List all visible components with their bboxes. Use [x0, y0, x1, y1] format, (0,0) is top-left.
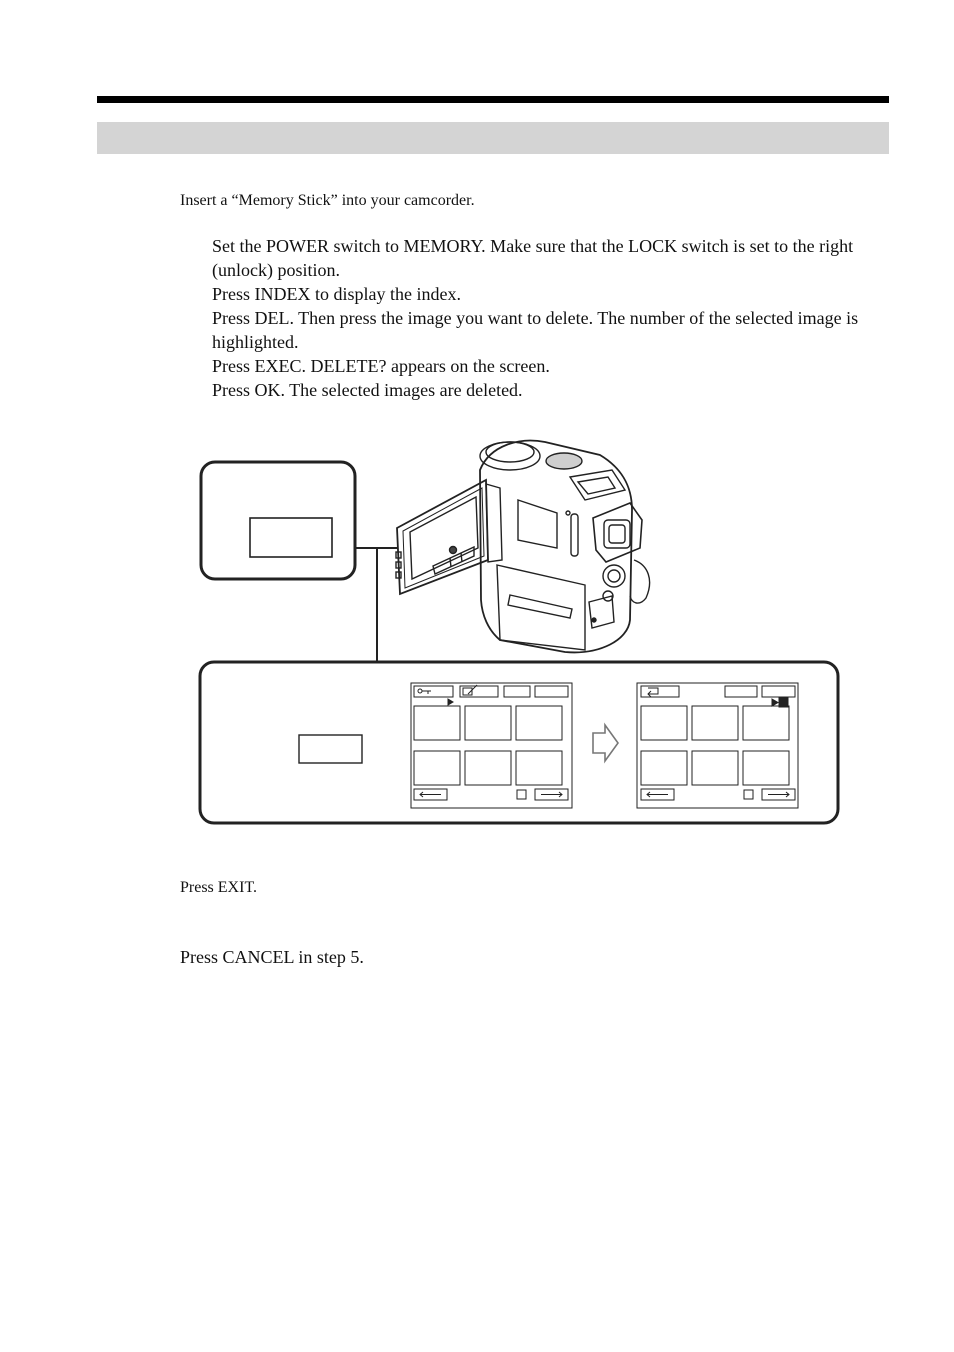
lcd-hinge: [486, 484, 502, 562]
rear-dial-center: [608, 570, 620, 582]
side-slot: [571, 514, 578, 556]
lcd-button-divider-2: [461, 553, 462, 562]
thumbnail-5[interactable]: [465, 751, 511, 785]
accessory-shoe-inner: [578, 477, 615, 494]
cursor-marker-after: [772, 699, 778, 706]
thumbnail-after-6[interactable]: [743, 751, 789, 785]
step-2: Press INDEX to display the index.: [212, 284, 461, 304]
thumbnail-after-2[interactable]: [692, 706, 738, 740]
thumbnail-1[interactable]: [414, 706, 460, 740]
thumbnail-after-1[interactable]: [641, 706, 687, 740]
arrow-left-icon: [647, 792, 668, 797]
camcorder-drawing: [396, 441, 650, 653]
cancel-instruction: Press CANCEL in step 5.: [180, 947, 364, 967]
callout-leader-line: [355, 548, 377, 662]
lower-compartment: [497, 565, 585, 650]
accessory-shoe: [570, 470, 625, 500]
viewfinder: [593, 503, 642, 562]
exit-instruction: Press EXIT.: [180, 879, 258, 896]
exec-button[interactable]: [725, 686, 757, 697]
del-button[interactable]: [504, 686, 530, 697]
step-1: Set the POWER switch to MEMORY. Make sure that the LOCK switch is set to the right (unlock) position.: [212, 236, 854, 280]
arrow-left-icon: [420, 792, 441, 797]
return-button[interactable]: [641, 686, 679, 697]
lcd-screen: [410, 497, 478, 579]
thumbnail-after-5[interactable]: [692, 751, 738, 785]
thumbnail-2[interactable]: [465, 706, 511, 740]
step-4: Press EXEC. DELETE? appears on the screen.: [212, 356, 550, 376]
lcd-button-divider: [450, 558, 451, 567]
speaker-grille: [546, 453, 582, 469]
thumbnail-after-4[interactable]: [641, 751, 687, 785]
return-arrow-icon: [648, 688, 658, 697]
viewfinder-glass: [609, 525, 625, 543]
step-5: Press OK. The selected images are deleted.: [212, 380, 523, 400]
battery-mark: [592, 618, 596, 622]
grip-strap: [630, 560, 650, 603]
index-screens-callout: [200, 662, 838, 823]
memory-stick-indicator-after: [744, 790, 753, 799]
cursor-marker: [448, 699, 453, 705]
key-icon: [418, 689, 431, 694]
camcorder-body: [480, 441, 632, 653]
thumbnail-6[interactable]: [516, 751, 562, 785]
step-3: Press DEL. Then press the image you want to delete. The number of the selected image is highlighted.: [212, 308, 859, 352]
arrow-right-icon: [541, 792, 562, 797]
thumbnail-after-3[interactable]: [743, 706, 789, 740]
mode-label-box: [299, 735, 362, 763]
index-screen-before: [411, 683, 572, 808]
block-arrow-right-icon: [593, 725, 618, 761]
lower-slot: [508, 595, 572, 618]
viewfinder-eyepiece: [604, 520, 630, 548]
arrow-right-icon: [768, 792, 789, 797]
memory-stick-indicator: [517, 790, 526, 799]
indicator-lamp: [566, 511, 570, 515]
cancel-button[interactable]: [762, 686, 795, 697]
exit-button[interactable]: [535, 686, 568, 697]
rear-dial: [603, 565, 625, 587]
side-window: [518, 500, 557, 548]
lcd-button-dot: [450, 547, 457, 554]
thumbnail-4[interactable]: [414, 751, 460, 785]
index-screen-after: [637, 683, 798, 808]
intro-text: Insert a “Memory Stick” into your camcorder.: [180, 192, 475, 209]
protect-button[interactable]: [414, 686, 453, 697]
power-switch-label-box: [250, 518, 332, 557]
thumbnail-3[interactable]: [516, 706, 562, 740]
power-switch-callout: [201, 462, 398, 662]
